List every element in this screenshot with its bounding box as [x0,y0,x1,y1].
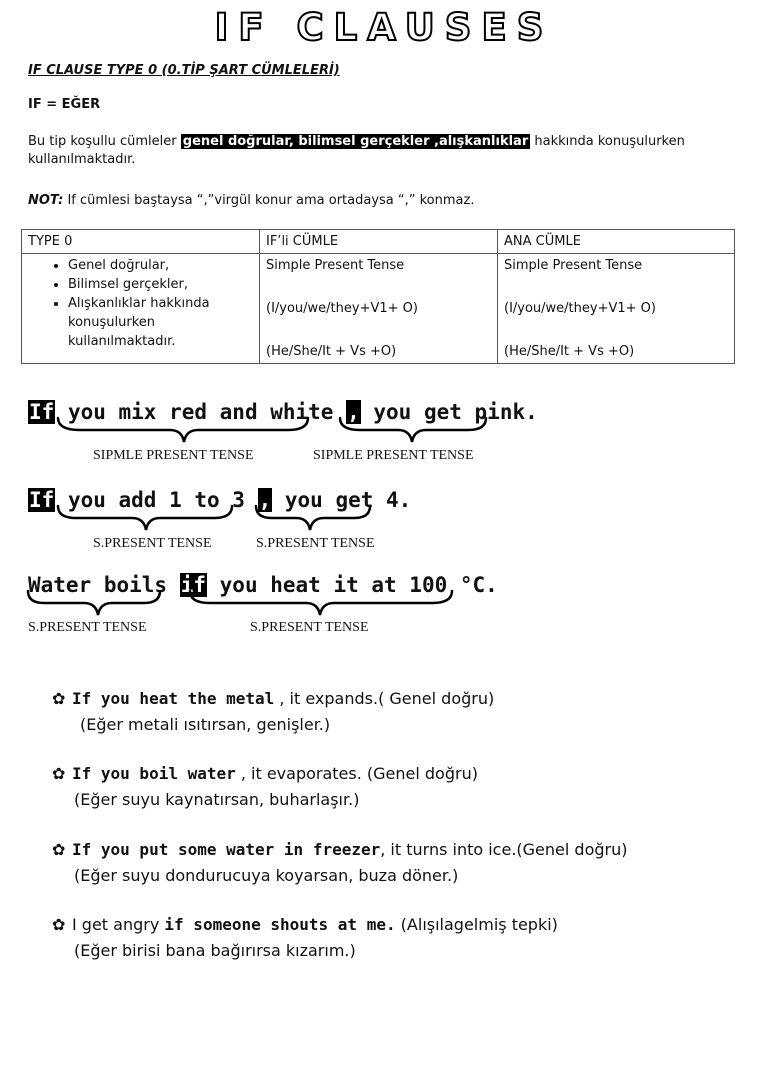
main-clause-cell [498,254,735,364]
tense-name: Simple Present Tense [266,258,405,273]
list-item: • Alışkanlıklar hakkında konuşulurken kullanılmaktadır. [68,294,253,351]
if-box: if [180,573,207,597]
tense-label: SIPMLE PRESENT TENSE [313,448,474,463]
bullet-rest: , it expands.( Genel doğru) [274,689,495,708]
intro-post: hakkında konuşulurken [534,134,685,149]
bullet-bold: If you boil water [72,764,236,783]
formula-plural: (I/you/we/they+V1+ O) [266,301,418,316]
if-box: If [29,400,55,424]
table-header-row [22,230,735,254]
if-box: If [29,488,55,512]
bullet-pre: I get angry [72,915,165,934]
bullet-item-1 [52,686,494,738]
main-clause: Water boils [28,573,180,597]
bullet-item-2 [52,761,478,813]
formula-singular: (He/She/It + Vs +O) [266,344,397,359]
if-equals-eger: IF = EĞER [28,97,101,112]
tense-label: SIPMLE PRESENT TENSE [93,448,254,463]
comma-box: , [258,488,272,512]
bullet-translation: (Eğer birisi bana bağırırsa kızarım.) [74,941,356,960]
if-clause: you add 1 to 3 [55,488,258,512]
example-sentence-3 [28,571,498,599]
table-header-cell: ANA CÜMLE [498,230,735,254]
page-title: IF CLAUSES [214,6,554,49]
formula-singular: (He/She/It + Vs +O) [504,344,635,359]
bullet-rest: (Alışılagelmiş tepki) [395,915,558,934]
if-clause-cell [260,254,498,364]
tense-name: Simple Present Tense [504,258,643,273]
list-item: • Bilimsel gerçekler, [68,275,253,294]
if-clause: you mix red and white [55,400,347,424]
type0-table [21,229,735,364]
flower-icon: ✿ [52,840,66,859]
if-clause: you heat it at 100 °C. [207,573,498,597]
bullet-translation: (Eğer suyu dondurucuya koyarsan, buza döner.) [74,866,459,885]
tense-label: S.PRESENT TENSE [28,620,147,635]
bullet-bold: If you heat the metal [72,689,275,708]
example-sentence-1 [28,398,538,426]
bullet-translation: (Eğer metali ısıtırsan, genişler.) [80,715,331,734]
tense-label: S.PRESENT TENSE [256,536,375,551]
note-label: NOT: [28,193,64,208]
main-clause: you get 4. [272,488,412,512]
tense-label: S.PRESENT TENSE [93,536,212,551]
list-item: • Genel doğrular, [68,256,253,275]
table-header-cell: TYPE 0 [22,230,260,254]
flower-icon: ✿ [52,689,66,708]
tense-label: S.PRESENT TENSE [250,620,369,635]
flower-icon: ✿ [52,764,66,783]
intro-paragraph [28,133,728,169]
intro-pre: Bu tip koşullu cümleler [28,134,177,149]
type0-cell [22,254,260,364]
bullet-bold: if someone shouts at me. [164,915,396,934]
formula-plural: (I/you/we/they+V1+ O) [504,301,656,316]
bullet-item-4 [52,912,558,964]
flower-icon: ✿ [52,915,66,934]
section-heading: IF CLAUSE TYPE 0 (0.TİP ŞART CÜMLELERİ) [28,63,340,78]
bullet-rest: , it evaporates. (Genel doğru) [235,764,478,783]
note-paragraph [28,192,474,210]
table-row [22,254,735,364]
note-text: If cümlesi baştaysa “,”virgül konur ama ortadaysa “,” konmaz. [67,193,475,208]
intro-highlight: genel doğrular, bilimsel gerçekler ,alışkanlıklar [182,134,529,149]
bullet-translation: (Eğer suyu kaynatırsan, buharlaşır.) [74,790,360,809]
example-sentence-2 [28,486,411,514]
bullet-item-3 [52,837,627,889]
main-clause: you get pink. [360,400,538,424]
bullet-rest: , it turns into ice.(Genel doğru) [380,840,628,859]
intro-line2: kullanılmaktadır. [28,152,136,167]
bullet-bold: If you put some water in freezer [72,840,381,859]
comma-box: , [347,400,360,424]
table-header-cell: IF’li CÜMLE [260,230,498,254]
